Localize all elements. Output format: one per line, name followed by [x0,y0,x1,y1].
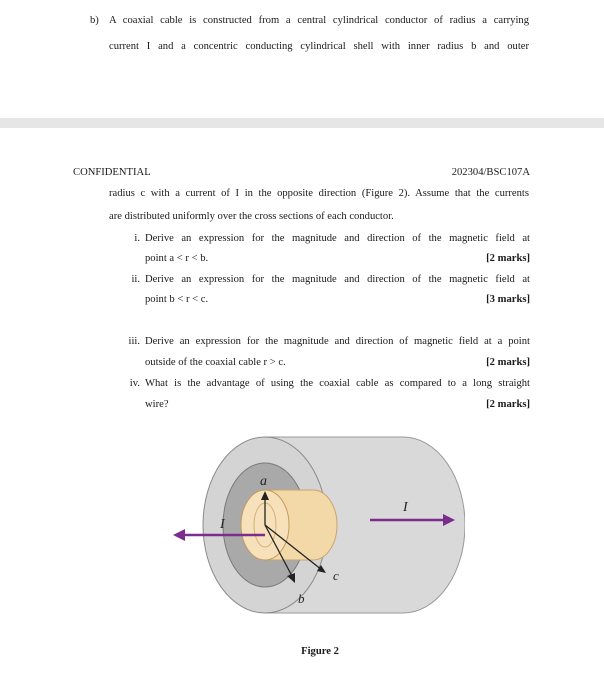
part-b-line-2: current I and a concentric conducting cylindrical shell with inner radius b and outer [109,41,529,52]
previous-page-section [0,0,604,118]
continuation-line-1: radius c with a current of I in the opposite direction (Figure 2). Assume that the currents [109,188,529,199]
label-current-right: I [403,500,408,515]
question-text: What is the advantage of using the coaxial cable as compared to a long straight [145,378,530,389]
question-text: Derive an expression for the magnitude and direction of the magnetic field at [145,233,530,244]
course-code: 202304/BSC107A [451,167,530,178]
question-marks: [2 marks] [486,357,530,368]
question-number: iii. [128,336,140,347]
question-number: ii. [131,274,140,285]
question-marks: [3 marks] [486,294,530,305]
question-text-cont: point a < r < b. [145,253,209,264]
arrow-head-left [173,529,185,541]
question-text-cont: outside of the coaxial cable r > c. [145,357,286,368]
question-marks: [2 marks] [486,399,530,410]
figure-caption: Figure 2 [301,646,339,657]
part-b-line-1: A coaxial cable is constructed from a central cylindrical conductor of radius a carrying [109,15,529,26]
label-c: c [333,568,339,583]
confidential-header: CONFIDENTIAL [73,167,151,178]
part-b-label: b) [90,15,99,26]
question-text: Derive an expression for the magnitude and direction of the magnetic field at [145,274,530,285]
label-a: a [260,474,267,489]
page-break [0,118,604,128]
continuation-line-2: are distributed uniformly over the cross sections of each conductor. [109,211,394,222]
coaxial-cable-figure [165,425,465,625]
question-number: iv. [129,378,140,389]
label-current-left: I [220,517,225,532]
question-text: Derive an expression for the magnitude and direction of magnetic field at a point [145,336,530,347]
question-marks: [2 marks] [486,253,530,264]
question-text-cont: point b < r < c. [145,294,209,305]
label-b: b [298,591,305,606]
question-number: i. [134,233,140,244]
question-text-cont: wire? [145,399,169,410]
